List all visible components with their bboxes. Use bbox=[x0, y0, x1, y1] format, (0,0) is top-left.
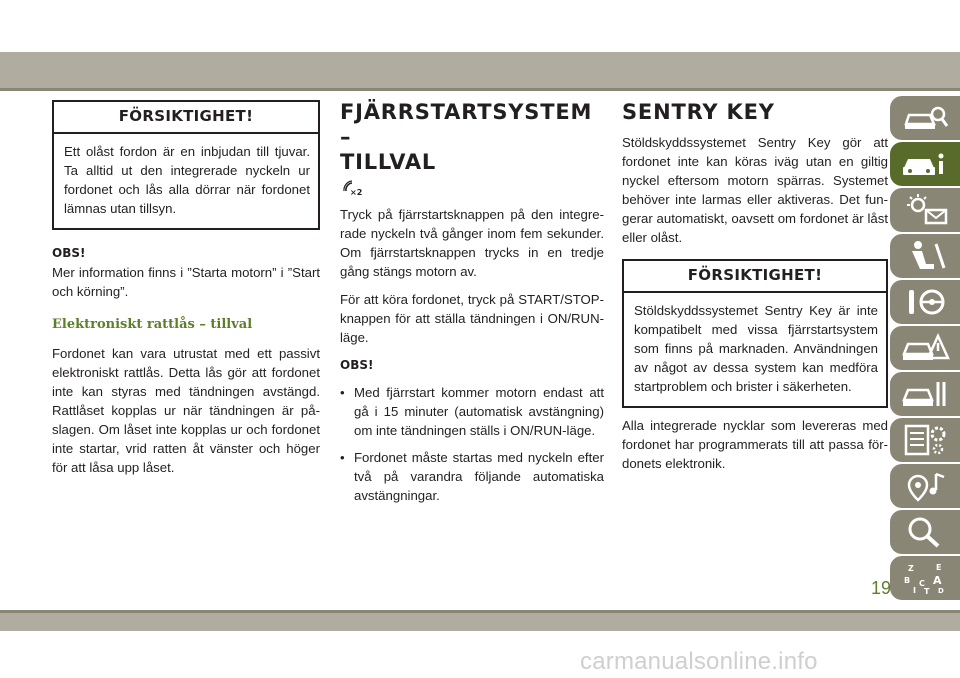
caution-title: FÖRSIKTIGHET! bbox=[624, 261, 886, 293]
heading-line-2: TILLVAL bbox=[340, 150, 437, 174]
section-subheading: Elektroniskt rattlås – tillval bbox=[52, 317, 253, 332]
alphabet-index-icon bbox=[900, 560, 950, 596]
list-item: • Med fjärrstart kommer motorn endast att gå i 15 minuter (automatisk avstängning) om inte tändningen ställs i ON/RUN-läge. bbox=[340, 383, 604, 440]
header-bar bbox=[0, 52, 960, 88]
index-letter: D bbox=[938, 587, 944, 595]
note-label: OBS! bbox=[52, 246, 86, 260]
chapter-tabs bbox=[890, 96, 960, 602]
footer-bar bbox=[0, 613, 960, 631]
watermark: carmanualsonline.info bbox=[580, 648, 818, 675]
caution-text: Stöldskyddssystemet Sentry Key är inte kompatibelt med vissa fjärrstartsystem som finns på marknaden. Användningen av något av dessa system kan medföra startproblem och brister i säkerheten. bbox=[634, 303, 878, 394]
note-label: OBS! bbox=[340, 358, 374, 372]
car-magnifier-icon bbox=[900, 100, 950, 136]
car-warning-icon bbox=[900, 330, 950, 366]
list-gear-icon bbox=[900, 422, 950, 458]
page-number: 19 bbox=[870, 578, 892, 598]
index-letter: A bbox=[933, 574, 942, 587]
tab-seat-airbag[interactable] bbox=[890, 234, 960, 278]
index-letter: E bbox=[936, 563, 942, 572]
column-left bbox=[52, 100, 320, 486]
car-info-icon bbox=[900, 146, 950, 182]
tab-list-gear[interactable] bbox=[890, 418, 960, 462]
magnifier-icon bbox=[900, 514, 950, 550]
steering-lock-paragraph: Fordonet kan vara utrustat med ett passivt elektroniskt rattlås. Detta lås gör att fordonet inte kan styras med tändningen avstängd. Rattlåset kopplas ur när tändningen är på-slagen. Om låset inte kopplas ur och fordonet inte startar, vrid ratten åt vänster och höger för att låsa upp låset. bbox=[52, 346, 320, 475]
caution-title: FÖRSIKTIGHET! bbox=[54, 102, 318, 134]
index-letter: T bbox=[924, 587, 930, 596]
tab-magnifier[interactable] bbox=[890, 510, 960, 554]
section-heading-remote-start bbox=[340, 100, 604, 175]
index-letter: C bbox=[919, 579, 925, 588]
index-letter: I bbox=[913, 586, 916, 595]
car-tools-icon bbox=[900, 376, 950, 412]
tab-music-navigation[interactable] bbox=[890, 464, 960, 508]
steering-wheel-icon bbox=[900, 284, 950, 320]
remote-start-x2-icon bbox=[342, 179, 362, 199]
column-middle bbox=[340, 100, 604, 513]
caution-text: Ett olåst fordon är en inbjudan till tjuvar. Ta alltid ut den integrerade nyckeln ur fordonet och lås alla dörrar när fordonet lämnas utan tillsyn. bbox=[64, 144, 310, 216]
remote-start-paragraph-2: För att köra fordonet, tryck på START/STOP-knappen för att ställa tändningen i ON/RUN-läge. bbox=[340, 292, 604, 345]
note-text: Mer information finns i ”Starta motorn” i ”Start och körning”. bbox=[52, 265, 320, 299]
tab-car-magnifier[interactable] bbox=[890, 96, 960, 140]
heading-line-1: FJÄRRSTARTSYSTEM – bbox=[340, 100, 593, 149]
tab-steering-wheel[interactable] bbox=[890, 280, 960, 324]
caution-box bbox=[622, 259, 888, 408]
tab-car-warning[interactable] bbox=[890, 326, 960, 370]
list-item: • Fordonet måste startas med nyckeln efter två på varandra följande automatiska avstängningar. bbox=[340, 448, 604, 505]
svg-text:×2: ×2 bbox=[350, 188, 362, 197]
tab-car-tools[interactable] bbox=[890, 372, 960, 416]
caution-box bbox=[52, 100, 320, 230]
music-navigation-icon bbox=[900, 468, 950, 504]
tab-car-info[interactable] bbox=[890, 142, 960, 186]
sentry-key-paragraph-2: Alla integrerade nycklar som levereras med fordonet har programmerats till att passa för-donets elektronik. bbox=[622, 418, 888, 471]
column-right bbox=[622, 100, 888, 482]
sentry-key-paragraph-1: Stöldskyddssystemet Sentry Key gör att fordonet inte kan köras iväg utan en giltig nyckel eftersom motorn spärras. Systemet behöver inte larmas eller aktiveras. Det fun-gerar automatiskt, oavsett om fordonet är låst eller olåst. bbox=[622, 135, 888, 245]
remote-start-paragraph-1: Tryck på fjärrstartsknappen på den integre-rade nyckeln två gånger inom fem sekunder. Om fjärrstartsknappen trycks in en tredje gång stängs motorn av. bbox=[340, 207, 604, 279]
top-margin bbox=[0, 0, 960, 52]
section-heading-sentry-key: SENTRY KEY bbox=[622, 100, 775, 124]
seat-airbag-icon bbox=[900, 238, 950, 274]
tab-alphabet-index[interactable] bbox=[890, 556, 960, 600]
tab-light-message[interactable] bbox=[890, 188, 960, 232]
index-letter: Z bbox=[908, 564, 914, 573]
light-message-icon bbox=[900, 192, 950, 228]
header-rule bbox=[0, 88, 960, 91]
index-letter: B bbox=[904, 576, 911, 585]
note-bullet-list bbox=[340, 383, 604, 505]
